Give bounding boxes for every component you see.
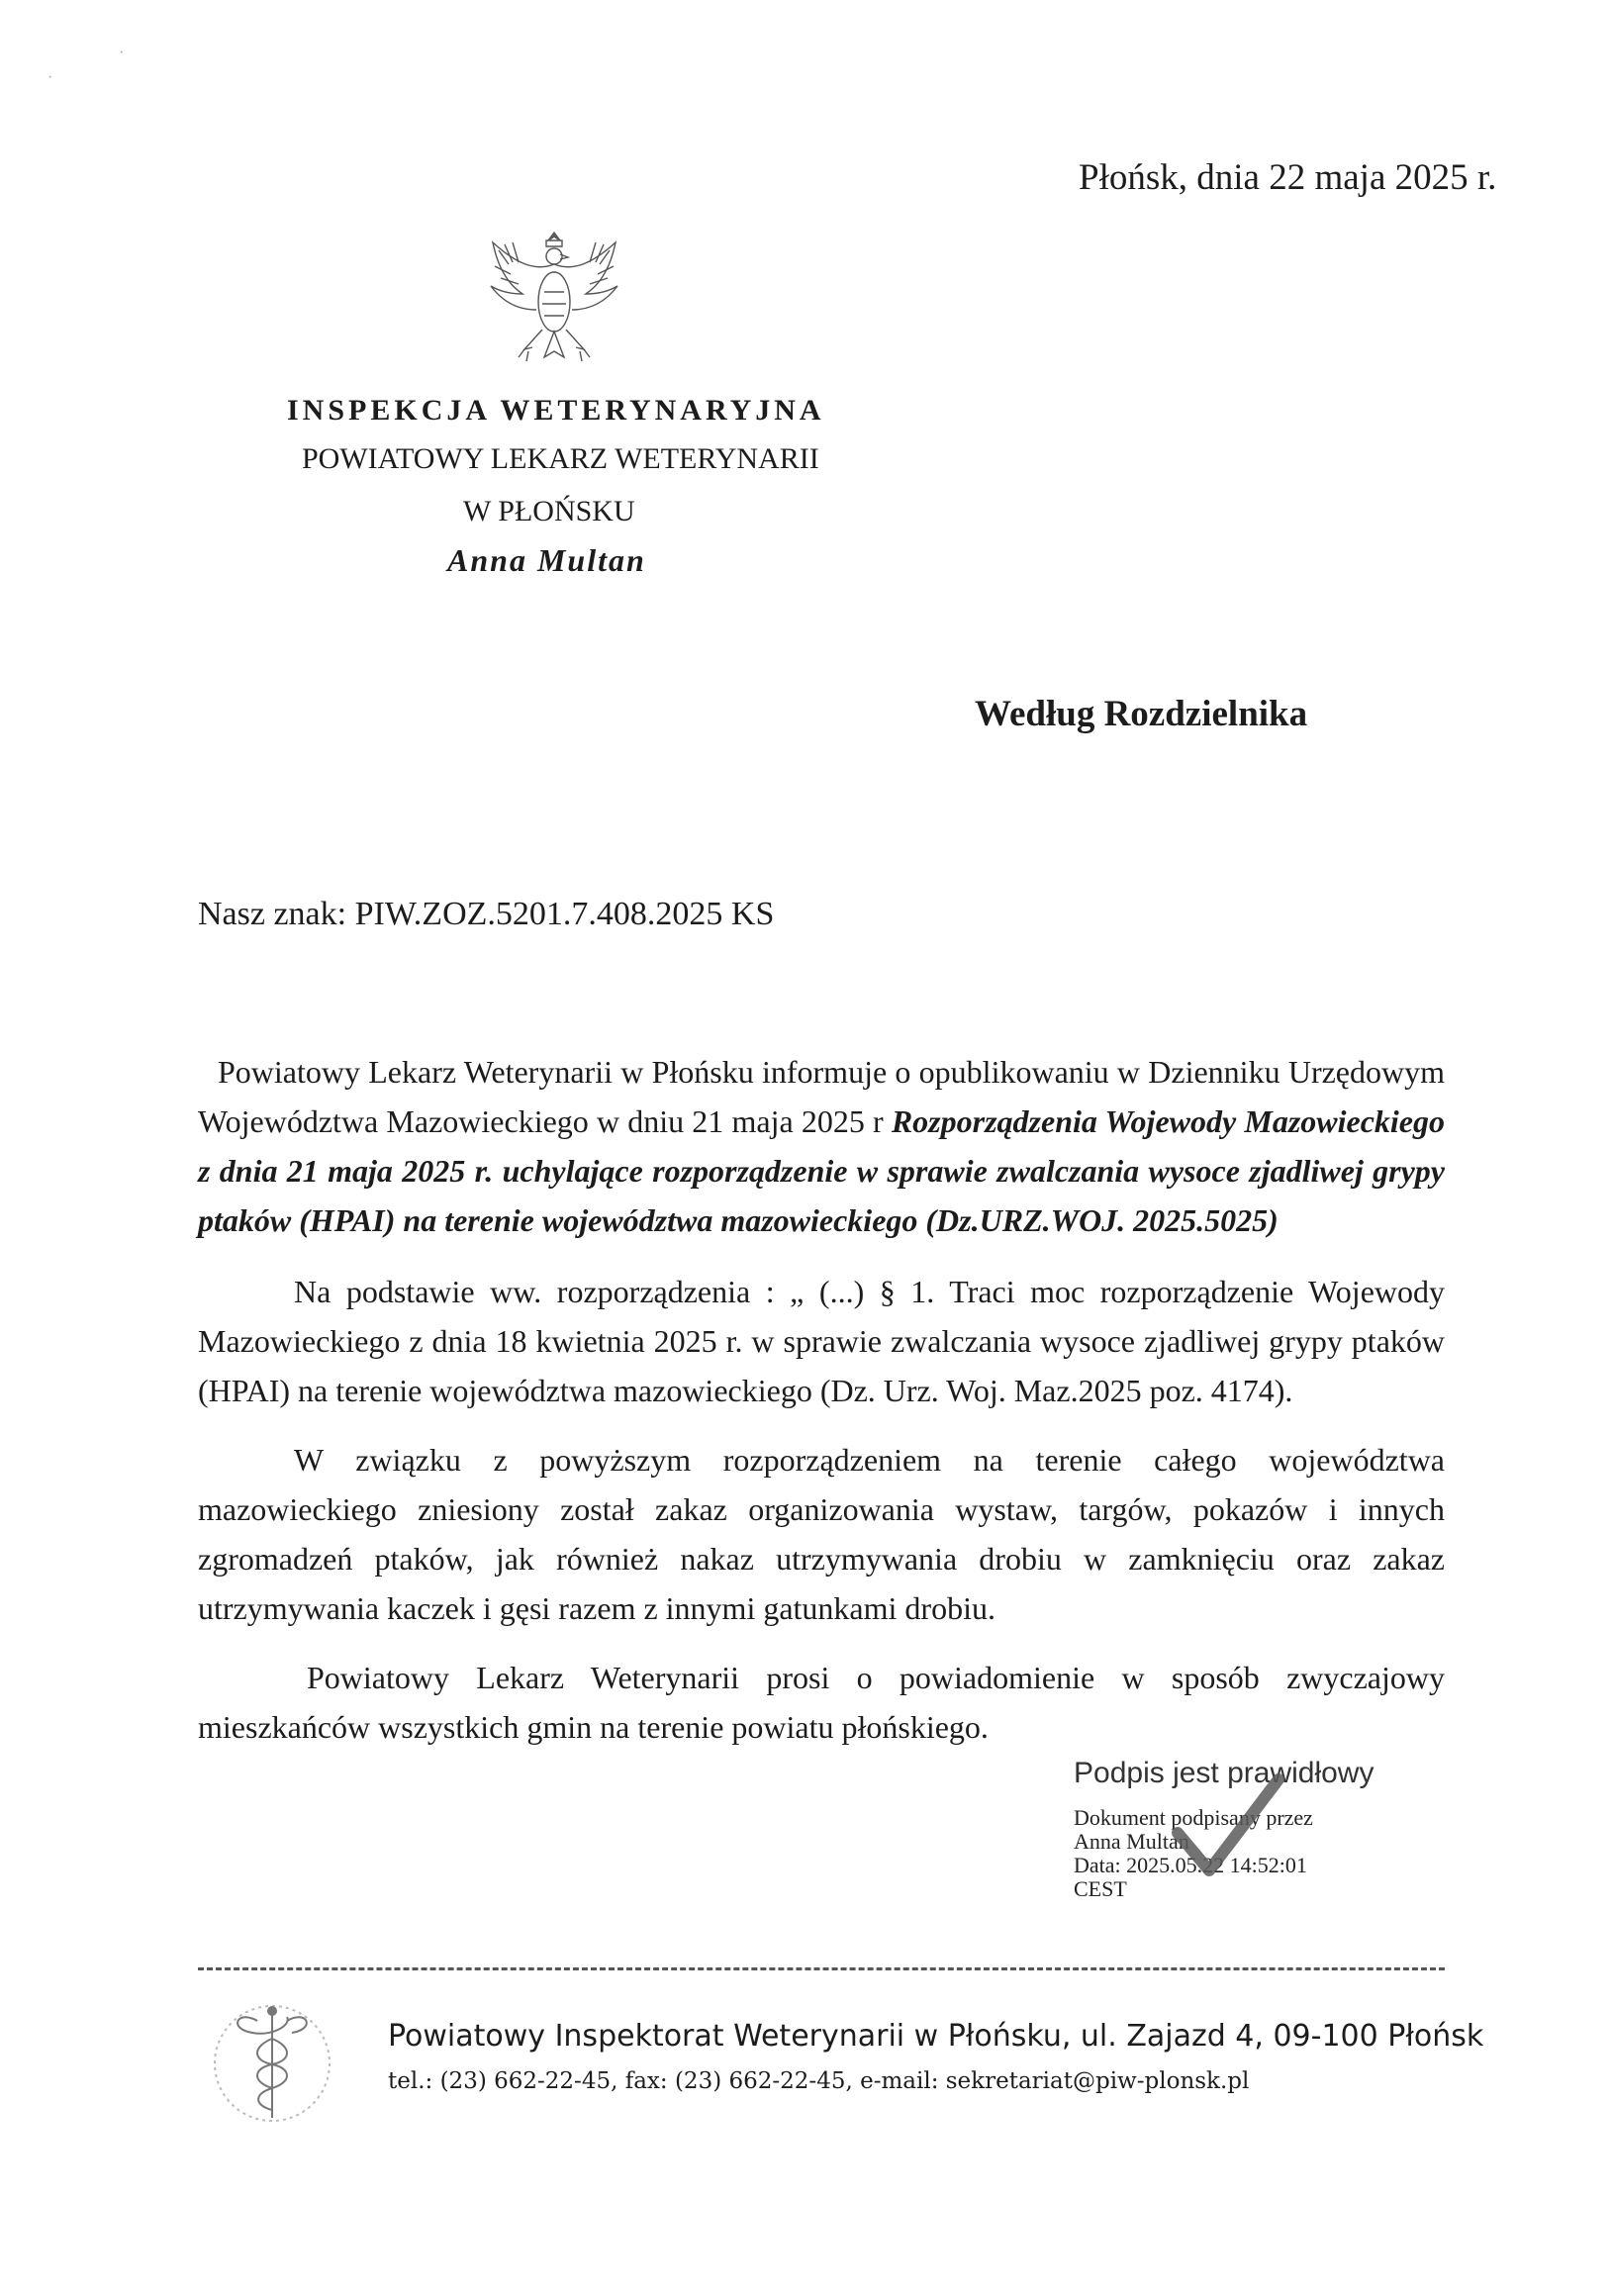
paragraph-request: Powiatowy Lekarz Weterynarii prosi o powiadomienie w sposób zwyczajowy mieszkańców wszystkich gmin na terenie powiatu płońskiego.: [198, 1660, 1445, 1745]
recipient-line: Według Rozdzielnika: [975, 694, 1308, 734]
paragraph-publication-text: Powiatowy Lekarz Weterynarii w Płońsku informuje o opublikowaniu w Dzienniku Urzędowym Województwa Mazowieckiego w dniu 21 maja 2025 r: [198, 1054, 1445, 1139]
signature-date: Data: 2025.05.22 14:52:01: [1074, 1853, 1307, 1877]
paragraph-restrictions-lifted: W związku z powyższym rozporządzeniem na terenie całego województwa mazowieckiego zniesiony został zakaz organizowania wystaw, targów, pokazów i innych zgromadzeń ptaków, jak również nakaz utrzymywania drobiu w zamknięciu oraz zakaz utrzymywania kaczek i gęsi razem z innymi gatunkami drobiu.: [198, 1442, 1445, 1626]
regulation-title: Rozporządzenia Wojewody Mazowieckiego z dnia 21 maja 2025 r. uchylające rozporządzenie w sprawie zwalczania wysoce zjadliwej grypy ptaków (HPAI) na terenie województwa mazowieckiego (Dz.URZ.WOJ. 2025.5025): [198, 1103, 1445, 1238]
institution-title: INSPEKCJA WETERYNARYJNA: [287, 394, 825, 427]
footer-address: Powiatowy Inspektorat Weterynarii w Płońsku, ul. Zajazd 4, 09-100 Płońsk: [388, 2019, 1484, 2054]
caduceus-logo-icon: [198, 1999, 346, 2128]
paragraph-regulation-quote: Na podstawie ww. rozporządzenia : „ (...) § 1. Traci moc rozporządzenie Wojewody Mazowieckiego z dnia 18 kwietnia 2025 r. w sprawie zwalczania wysoce zjadliwej grypy ptaków (HPAI) na terenie województwa mazowieckiego (Dz. Urz. Woj. Maz.2025 poz. 4174).: [198, 1274, 1445, 1408]
signature-signed-by: Dokument podpisany przez: [1074, 1805, 1313, 1830]
letter-date: Płońsk, dnia 22 maja 2025 r.: [1079, 157, 1497, 198]
reference-number: Nasz znak: PIW.ZOZ.5201.7.408.2025 KS: [198, 896, 775, 932]
footer-contact: tel.: (23) 662-22-45, fax: (23) 662-22-45, e-mail: sekretariat@piw-plonsk.pl: [388, 2068, 1250, 2094]
paragraph-publication-notice: [198, 1047, 1445, 1245]
institution-location: W PŁOŃSKU: [463, 495, 635, 527]
scan-speck: ·: [119, 45, 125, 61]
signature-status: Podpis jest prawidłowy: [1074, 1757, 1374, 1789]
signature-timezone: CEST: [1074, 1876, 1127, 1901]
signature-signer-name: Anna Multan: [1074, 1829, 1189, 1854]
checkmark-icon: [1168, 1771, 1286, 1890]
footer-divider: [198, 1967, 1445, 1970]
scan-speck: ·: [47, 69, 53, 86]
polish-eagle-emblem-icon: [475, 223, 633, 371]
institution-subtitle: POWIATOWY LEKARZ WETERYNARII: [302, 442, 819, 475]
institution-officer-name: Anna Multan: [447, 542, 646, 578]
